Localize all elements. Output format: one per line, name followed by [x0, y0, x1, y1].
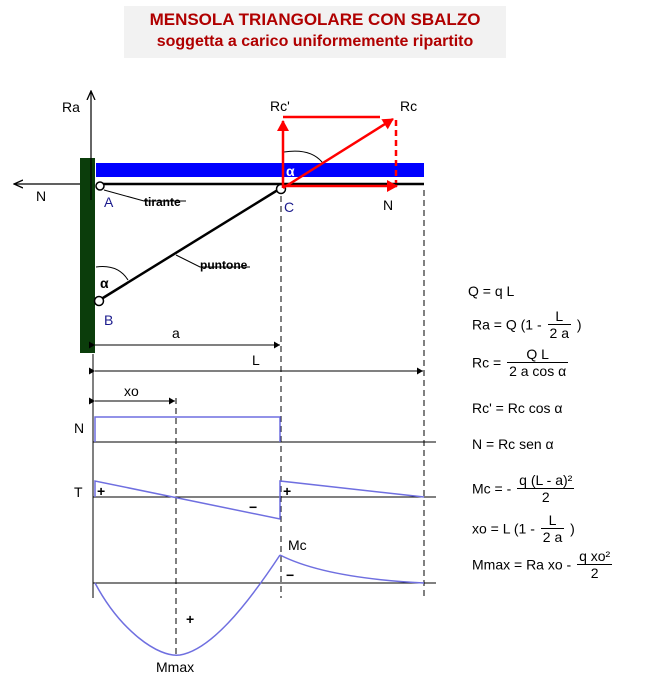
- t-plus-left: +: [97, 483, 106, 499]
- formula-rc-den: 2 a cos α: [509, 363, 567, 379]
- label-n-right: N: [383, 197, 394, 213]
- formula-rc-lhs: Rc =: [472, 354, 502, 371]
- formula-n-text: N = Rc sen α: [472, 436, 554, 452]
- formula-ra: [472, 308, 582, 341]
- label-ra: Ra: [62, 99, 80, 115]
- formula-mc-fraction: [517, 472, 574, 505]
- strut-puntone: [98, 188, 281, 301]
- m-diagram-overhang-curve: [280, 555, 424, 583]
- label-diagram-n: N: [74, 420, 85, 436]
- formula-xo-lhs: xo = L (1 -: [472, 520, 535, 537]
- hinge-a: [96, 182, 104, 190]
- label-alpha-c: α: [286, 163, 295, 179]
- alpha-arc-c: [284, 151, 322, 162]
- t-minus: −: [249, 499, 258, 515]
- formula-mmax-lhs: Mmax = Ra xo -: [472, 556, 572, 573]
- m-minus: −: [286, 567, 295, 583]
- n-diagram-curve: [95, 417, 280, 442]
- t-plus-right: +: [283, 483, 292, 499]
- formula-mmax: [472, 548, 614, 581]
- formula-xo-rhs: ): [570, 520, 575, 537]
- formula-xo-num: L: [541, 512, 564, 529]
- formula-rc-prime-text: Rc' = Rc cos α: [472, 400, 563, 416]
- label-dim-l: L: [252, 352, 260, 368]
- formula-ra-fraction: [548, 308, 571, 341]
- formula-xo: [472, 512, 575, 545]
- formula-ra-num: L: [548, 308, 571, 325]
- formula-xo-den: 2 a: [542, 529, 563, 545]
- rc-vector: [283, 119, 393, 188]
- column: [80, 158, 95, 353]
- label-mmax: Mmax: [156, 659, 195, 675]
- label-puntone: puntone: [200, 258, 248, 272]
- t-diagram-curve: [95, 481, 424, 519]
- m-diagram-span-curve: [95, 555, 280, 655]
- label-tirante: tirante: [144, 195, 181, 209]
- label-point-c: C: [284, 199, 295, 215]
- formula-mc-den: 2: [541, 489, 550, 505]
- label-rc-prime: Rc': [270, 98, 290, 114]
- hinge-b: [95, 297, 104, 306]
- formula-ra-lhs: Ra = Q (1 -: [472, 316, 542, 333]
- formula-mmax-den: 2: [590, 565, 599, 581]
- formula-rc: [472, 346, 570, 379]
- distributed-load-band: [96, 163, 424, 177]
- label-n-left: N: [36, 188, 47, 204]
- title-line-1: MENSOLA TRIANGOLARE CON SBALZO: [149, 10, 481, 29]
- formula-mmax-fraction: [577, 548, 612, 581]
- label-diagram-t: T: [74, 484, 83, 500]
- label-mc: Mc: [288, 537, 307, 553]
- formula-ra-rhs: ): [576, 316, 582, 333]
- title-line-2: soggetta a carico uniformemente ripartito: [156, 33, 474, 50]
- formula-xo-fraction: [541, 512, 564, 545]
- m-plus: +: [186, 611, 195, 627]
- formula-rc-fraction: [507, 346, 568, 379]
- formula-q: [468, 283, 514, 299]
- label-dim-a: a: [172, 325, 180, 341]
- formula-mc: [472, 472, 576, 505]
- formula-mc-lhs: Mc = -: [472, 480, 512, 497]
- formula-q-text: Q = q L: [468, 283, 515, 299]
- label-rc: Rc: [400, 98, 418, 114]
- label-point-a: A: [104, 194, 114, 210]
- formula-ra-den: 2 a: [549, 325, 569, 341]
- label-dim-xo: xo: [124, 383, 139, 399]
- formula-mc-num: q (L - a)²: [519, 472, 573, 488]
- label-point-b: B: [104, 312, 114, 328]
- formula-rc-prime: [472, 400, 563, 416]
- label-alpha-b: α: [100, 275, 109, 291]
- formula-n: [472, 436, 554, 452]
- formula-rc-num: Q L: [507, 346, 568, 363]
- formula-mmax-num: q xo²: [579, 548, 611, 564]
